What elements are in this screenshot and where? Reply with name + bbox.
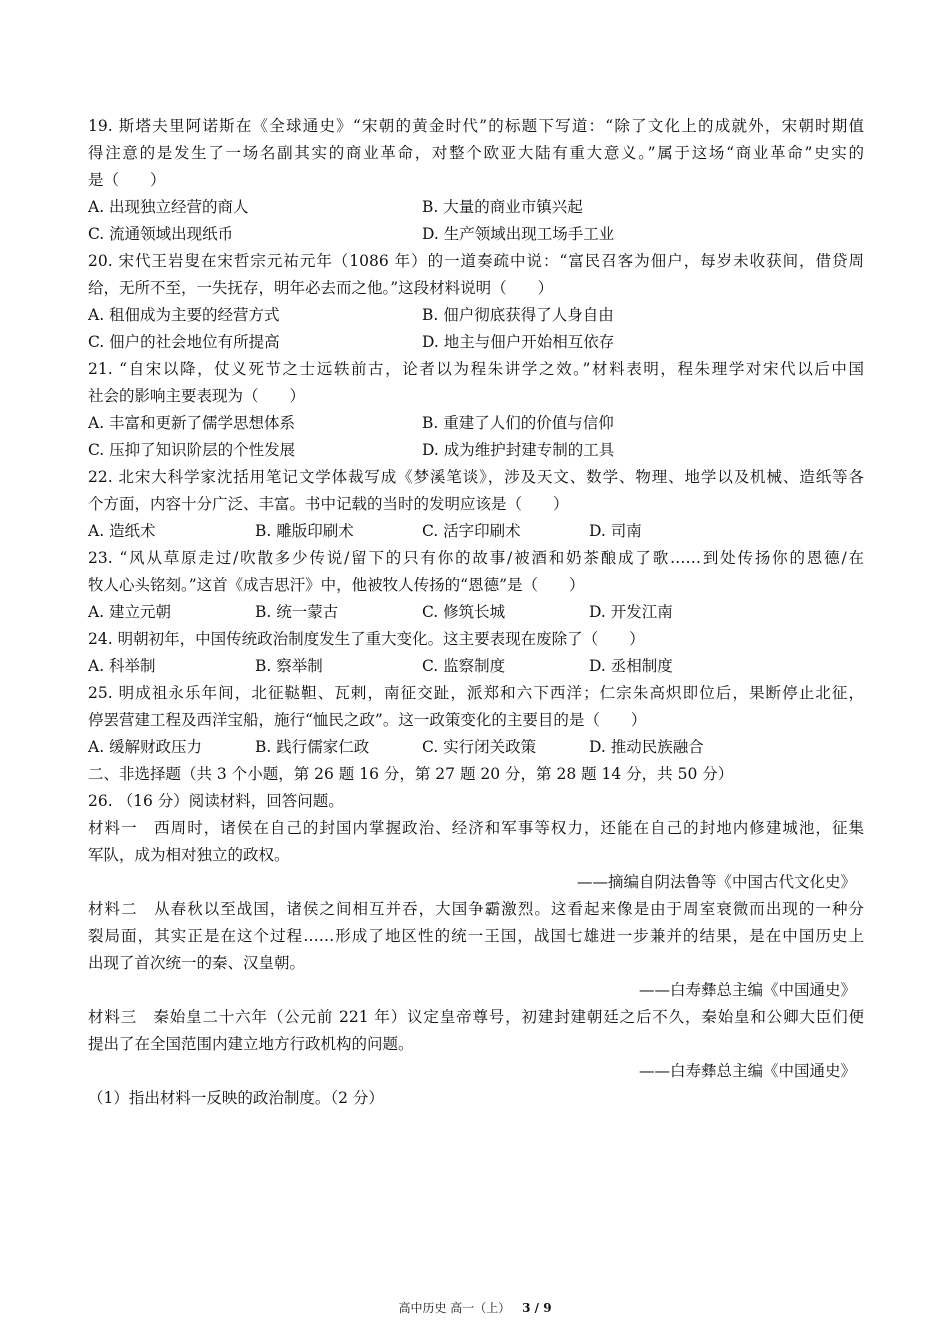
material-source: ——白寿彝总主编《中国通史》 (638, 981, 856, 999)
option-c: C. 佃户的社会地位有所提高 (88, 333, 280, 351)
options-row (88, 194, 864, 221)
page-footer (0, 1300, 950, 1316)
option-b: B. 重建了人们的价值与信仰 (422, 414, 614, 432)
page-number: 3 / 9 (522, 1301, 552, 1315)
material-source: ——白寿彝总主编《中国通史》 (638, 1062, 856, 1080)
option-b: B. 雕版印刷术 (255, 522, 354, 540)
option-d: D. 地主与佃户开始相互依存 (422, 333, 615, 351)
question-stem-line: 22. 北宋大科学家沈括用笔记文学体裁写成《梦溪笔谈》，涉及天文、数学、物理、地学以及机械、造纸等各 (88, 468, 864, 486)
page-content (88, 113, 864, 1112)
question-stem-line: 是（ ） (88, 171, 166, 189)
option-a: A. 租佃成为主要的经营方式 (88, 306, 280, 324)
question-stem-line: 社会的影响主要表现为（ ） (88, 387, 306, 405)
options-row (88, 410, 864, 437)
question-stem-line: 24. 明朝初年，中国传统政治制度发生了重大变化。这主要表现在废除了（ ） (88, 630, 645, 648)
question-24 (88, 626, 864, 680)
options-row (88, 302, 864, 329)
option-c: C. 修筑长城 (422, 603, 506, 621)
material-line: 材料三 秦始皇二十六年（公元前 221 年）议定皇帝尊号，初建封建朝廷之后不久，秦始皇和公卿大臣们便 (88, 1008, 864, 1026)
option-a: A. 缓解财政压力 (88, 738, 203, 756)
option-a: A. 出现独立经营的商人 (88, 198, 249, 216)
footer-label: 高中历史 高一（上） (398, 1301, 511, 1315)
material-line: 出现了首次统一的秦、汉皇朝。 (88, 954, 306, 972)
question-stem-line: 牧人心头铭刻。”这首《成吉思汗》中，他被牧人传扬的“恩德”是（ ） (88, 576, 585, 594)
question-stem-line: 个方面，内容十分广泛、丰富。书中记载的当时的发明应该是（ ） (88, 495, 569, 513)
option-a: A. 建立元朝 (88, 603, 172, 621)
option-d: D. 推动民族融合 (589, 738, 704, 756)
sub-question: （1）指出材料一反映的政治制度。（2 分） (88, 1089, 384, 1107)
option-b: B. 佃户彻底获得了人身自由 (422, 306, 614, 324)
option-c: C. 监察制度 (422, 657, 506, 675)
option-c: C. 压抑了知识阶层的个性发展 (88, 441, 296, 459)
options-row (88, 437, 864, 464)
options-row (88, 518, 864, 545)
question-stem-line: 给，无所不至，一失抚存，明年必去而之他。”这段材料说明（ ） (88, 279, 554, 297)
option-c: C. 流通领域出现纸币 (88, 225, 234, 243)
material-line: 材料一 西周时，诸侯在自己的封国内掌握政治、经济和军事等权力，还能在自己的封地内修建城池，征集 (88, 819, 864, 837)
option-a: A. 造纸术 (88, 522, 156, 540)
question-stem-line: 23. “风从草原走过/吹散多少传说/留下的只有你的故事/被酒和奶茶酿成了歌……到处传扬你的恩德/在 (88, 549, 864, 567)
option-d: D. 司南 (589, 522, 642, 540)
option-b: B. 统一蒙古 (255, 603, 339, 621)
option-d: D. 成为维护封建专制的工具 (422, 441, 615, 459)
question-21 (88, 356, 864, 464)
material-line: 裂局面，其实正是在这个过程……形成了地区性的统一王国，战国七雄进一步兼并的结果，是在中国历史上 (88, 927, 864, 945)
question-stem-line: 25. 明成祖永乐年间，北征鞑靼、瓦剌，南征交趾，派郑和六下西洋；仁宗朱高炽即位后，果断停止北征， (88, 684, 864, 702)
option-d: D. 开发江南 (589, 603, 673, 621)
option-b: B. 大量的商业市镇兴起 (422, 198, 583, 216)
option-d: D. 生产领域出现工场手工业 (422, 225, 615, 243)
material-line: 军队，成为相对独立的政权。 (88, 846, 290, 864)
options-row (88, 599, 864, 626)
option-c: C. 实行闭关政策 (422, 738, 537, 756)
options-row (88, 329, 864, 356)
question-26 (88, 788, 864, 1112)
material-line: 材料二 从春秋以至战国，诸侯之间相互并吞，大国争霸激烈。这看起来像是由于周室衰微而出现的一种分 (88, 900, 864, 918)
question-20 (88, 248, 864, 356)
options-row (88, 653, 864, 680)
option-b: B. 察举制 (255, 657, 323, 675)
question-22 (88, 464, 864, 545)
question-stem-line: 得注意的是发生了一场名副其实的商业革命，对整个欧亚大陆有重大意义。”属于这场“商业革命”史实的 (88, 144, 864, 162)
question-stem-line: 停罢营建工程及西洋宝船，施行“恤民之政”。这一政策变化的主要目的是（ ） (88, 711, 647, 729)
question-23 (88, 545, 864, 626)
material-source: ——摘编自阴法鲁等《中国古代文化史》 (576, 873, 856, 891)
option-a: A. 丰富和更新了儒学思想体系 (88, 414, 296, 432)
options-row (88, 221, 864, 248)
option-a: A. 科举制 (88, 657, 156, 675)
option-b: B. 践行儒家仁政 (255, 738, 370, 756)
question-19 (88, 113, 864, 248)
question-stem-line: 20. 宋代王岩叟在宋哲宗元祐元年（1086 年）的一道奏疏中说：“富民召客为佃户，每岁未收获间，借贷周 (88, 252, 864, 270)
question-25 (88, 680, 864, 761)
options-row (88, 734, 864, 761)
option-c: C. 活字印刷术 (422, 522, 521, 540)
question-stem-line: 26. （16 分）阅读材料，回答问题。 (88, 792, 344, 810)
section-heading: 二、非选择题（共 3 个小题，第 26 题 16 分，第 27 题 20 分，第 28 题 14 分，共 50 分） (88, 765, 734, 783)
question-stem-line: 19. 斯塔夫里阿诺斯在《全球通史》“宋朝的黄金时代”的标题下写道：“除了文化上的成就外，宋朝时期值 (88, 117, 864, 135)
question-stem-line: 21. “自宋以降，仗义死节之士远轶前古，论者以为程朱讲学之效。”材料表明，程朱理学对宋代以后中国 (88, 360, 864, 378)
material-line: 提出了在全国范围内建立地方行政机构的问题。 (88, 1035, 414, 1053)
option-d: D. 丞相制度 (589, 657, 673, 675)
